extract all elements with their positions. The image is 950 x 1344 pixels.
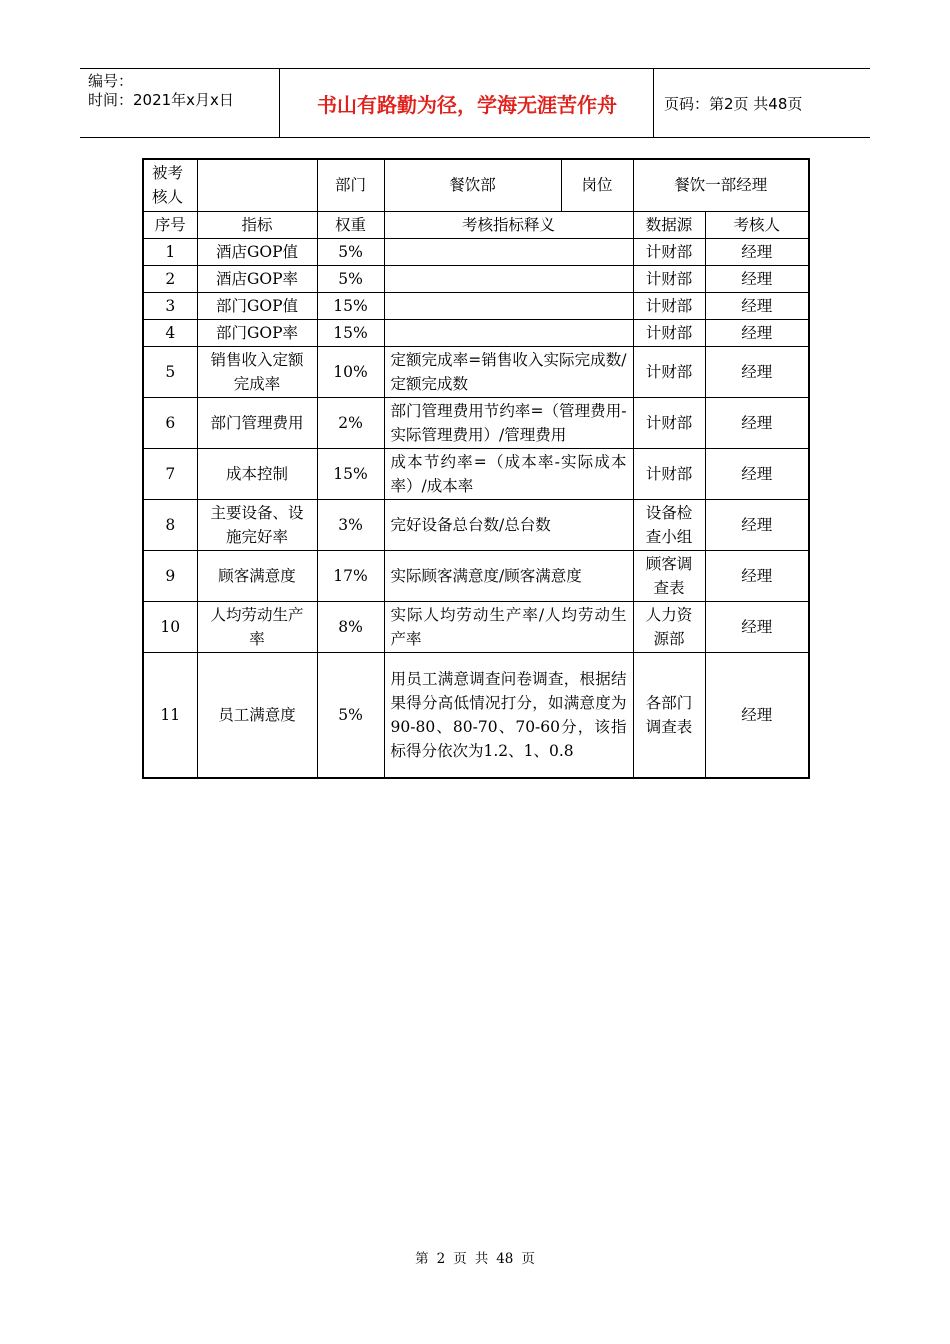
table-row [143, 601, 809, 652]
cell-indicator: 成本控制 [197, 448, 317, 499]
cell-assessor: 经理 [705, 346, 809, 397]
cell-weight: 2% [317, 397, 384, 448]
cell-indicator: 酒店GOP率 [197, 265, 317, 292]
cell-assessor: 经理 [705, 499, 809, 550]
cell-assessor: 经理 [705, 601, 809, 652]
serial-label: 编号： [88, 72, 134, 90]
cell-desc [384, 238, 633, 265]
cell-no: 2 [143, 265, 197, 292]
cell-assessor: 经理 [705, 448, 809, 499]
table-row [143, 319, 809, 346]
cell-weight: 3% [317, 499, 384, 550]
header-motto [281, 69, 654, 137]
cell-no: 4 [143, 319, 197, 346]
cell-desc: 实际顾客满意度/顾客满意度 [384, 550, 633, 601]
cell-weight: 8% [317, 601, 384, 652]
cell-no: 6 [143, 397, 197, 448]
assessment-table [142, 158, 810, 779]
table-body [143, 159, 809, 778]
examinee-label: 被考核人 [143, 159, 197, 211]
footer-page: 2 [436, 1251, 446, 1267]
header-meta [80, 69, 280, 137]
cell-weight: 5% [317, 238, 384, 265]
cell-source: 计财部 [633, 319, 705, 346]
footer-di: 第 [415, 1251, 429, 1267]
page-footer [0, 1247, 950, 1267]
dept-value: 餐饮部 [384, 159, 561, 211]
cell-weight: 15% [317, 319, 384, 346]
cell-no: 3 [143, 292, 197, 319]
cell-source: 计财部 [633, 346, 705, 397]
cell-indicator: 部门管理费用 [197, 397, 317, 448]
cell-weight: 17% [317, 550, 384, 601]
table-row [143, 448, 809, 499]
col-header-indicator: 指标 [197, 211, 317, 238]
cell-assessor: 经理 [705, 652, 809, 778]
table-row [143, 499, 809, 550]
cell-desc: 定额完成率=销售收入实际完成数/定额完成数 [384, 346, 633, 397]
table-row [143, 652, 809, 778]
time-label: 时间：2021年x月x日 [88, 91, 234, 109]
cell-assessor: 经理 [705, 265, 809, 292]
cell-assessor: 经理 [705, 397, 809, 448]
cell-weight: 10% [317, 346, 384, 397]
examinee-value [197, 159, 317, 211]
cell-weight: 5% [317, 265, 384, 292]
cell-source: 各部门调查表 [633, 652, 705, 778]
cell-source: 计财部 [633, 397, 705, 448]
cell-desc: 用员工满意调查问卷调查，根据结果得分高低情况打分，如满意度为90-80、80-70、70-60分，该指标得分依次为1.2、1、0.8 [384, 652, 633, 778]
col-header-desc: 考核指标释义 [384, 211, 633, 238]
footer-gong: 共 [474, 1251, 489, 1267]
cell-indicator: 销售收入定额完成率 [197, 346, 317, 397]
table-row [143, 292, 809, 319]
table-row [143, 397, 809, 448]
col-header-weight: 权重 [317, 211, 384, 238]
cell-no: 10 [143, 601, 197, 652]
cell-assessor: 经理 [705, 550, 809, 601]
cell-no: 1 [143, 238, 197, 265]
col-header-assessor: 考核人 [705, 211, 809, 238]
post-value: 餐饮一部经理 [633, 159, 809, 211]
cell-no: 5 [143, 346, 197, 397]
page-info-text: 页码：第2页 共48页 [664, 94, 803, 113]
cell-source: 顾客调查表 [633, 550, 705, 601]
cell-source: 计财部 [633, 265, 705, 292]
cell-indicator: 人均劳动生产率 [197, 601, 317, 652]
cell-assessor: 经理 [705, 292, 809, 319]
cell-source: 计财部 [633, 448, 705, 499]
cell-indicator: 顾客满意度 [197, 550, 317, 601]
cell-no: 11 [143, 652, 197, 778]
header-page-info [654, 69, 870, 137]
post-label: 岗位 [561, 159, 633, 211]
column-header-row [143, 211, 809, 238]
cell-indicator: 主要设备、设施完好率 [197, 499, 317, 550]
table-row [143, 265, 809, 292]
cell-source: 计财部 [633, 292, 705, 319]
cell-indicator: 酒店GOP值 [197, 238, 317, 265]
cell-no: 9 [143, 550, 197, 601]
cell-assessor: 经理 [705, 238, 809, 265]
cell-desc: 实际人均劳动生产率/人均劳动生产率 [384, 601, 633, 652]
cell-indicator: 员工满意度 [197, 652, 317, 778]
footer-ye: 页 [453, 1251, 467, 1267]
cell-no: 7 [143, 448, 197, 499]
cell-desc [384, 319, 633, 346]
cell-assessor: 经理 [705, 319, 809, 346]
cell-desc [384, 265, 633, 292]
page-header [80, 68, 870, 138]
footer-total: 48 [496, 1251, 514, 1267]
cell-desc [384, 292, 633, 319]
cell-weight: 15% [317, 292, 384, 319]
dept-label: 部门 [317, 159, 384, 211]
cell-source: 人力资源部 [633, 601, 705, 652]
cell-desc: 成本节约率=（成本率-实际成本率）/成本率 [384, 448, 633, 499]
table-row [143, 238, 809, 265]
cell-indicator: 部门GOP值 [197, 292, 317, 319]
footer-ye2: 页 [521, 1251, 535, 1267]
cell-desc: 部门管理费用节约率=（管理费用-实际管理费用）/管理费用 [384, 397, 633, 448]
cell-weight: 15% [317, 448, 384, 499]
col-header-source: 数据源 [633, 211, 705, 238]
cell-indicator: 部门GOP率 [197, 319, 317, 346]
cell-source: 计财部 [633, 238, 705, 265]
cell-no: 8 [143, 499, 197, 550]
cell-source: 设备检查小组 [633, 499, 705, 550]
cell-weight: 5% [317, 652, 384, 778]
table-row [143, 346, 809, 397]
col-header-no: 序号 [143, 211, 197, 238]
cell-desc: 完好设备总台数/总台数 [384, 499, 633, 550]
motto-text: 书山有路勤为径，学海无涯苦作舟 [317, 92, 617, 117]
examinee-row [143, 159, 809, 211]
table-row [143, 550, 809, 601]
